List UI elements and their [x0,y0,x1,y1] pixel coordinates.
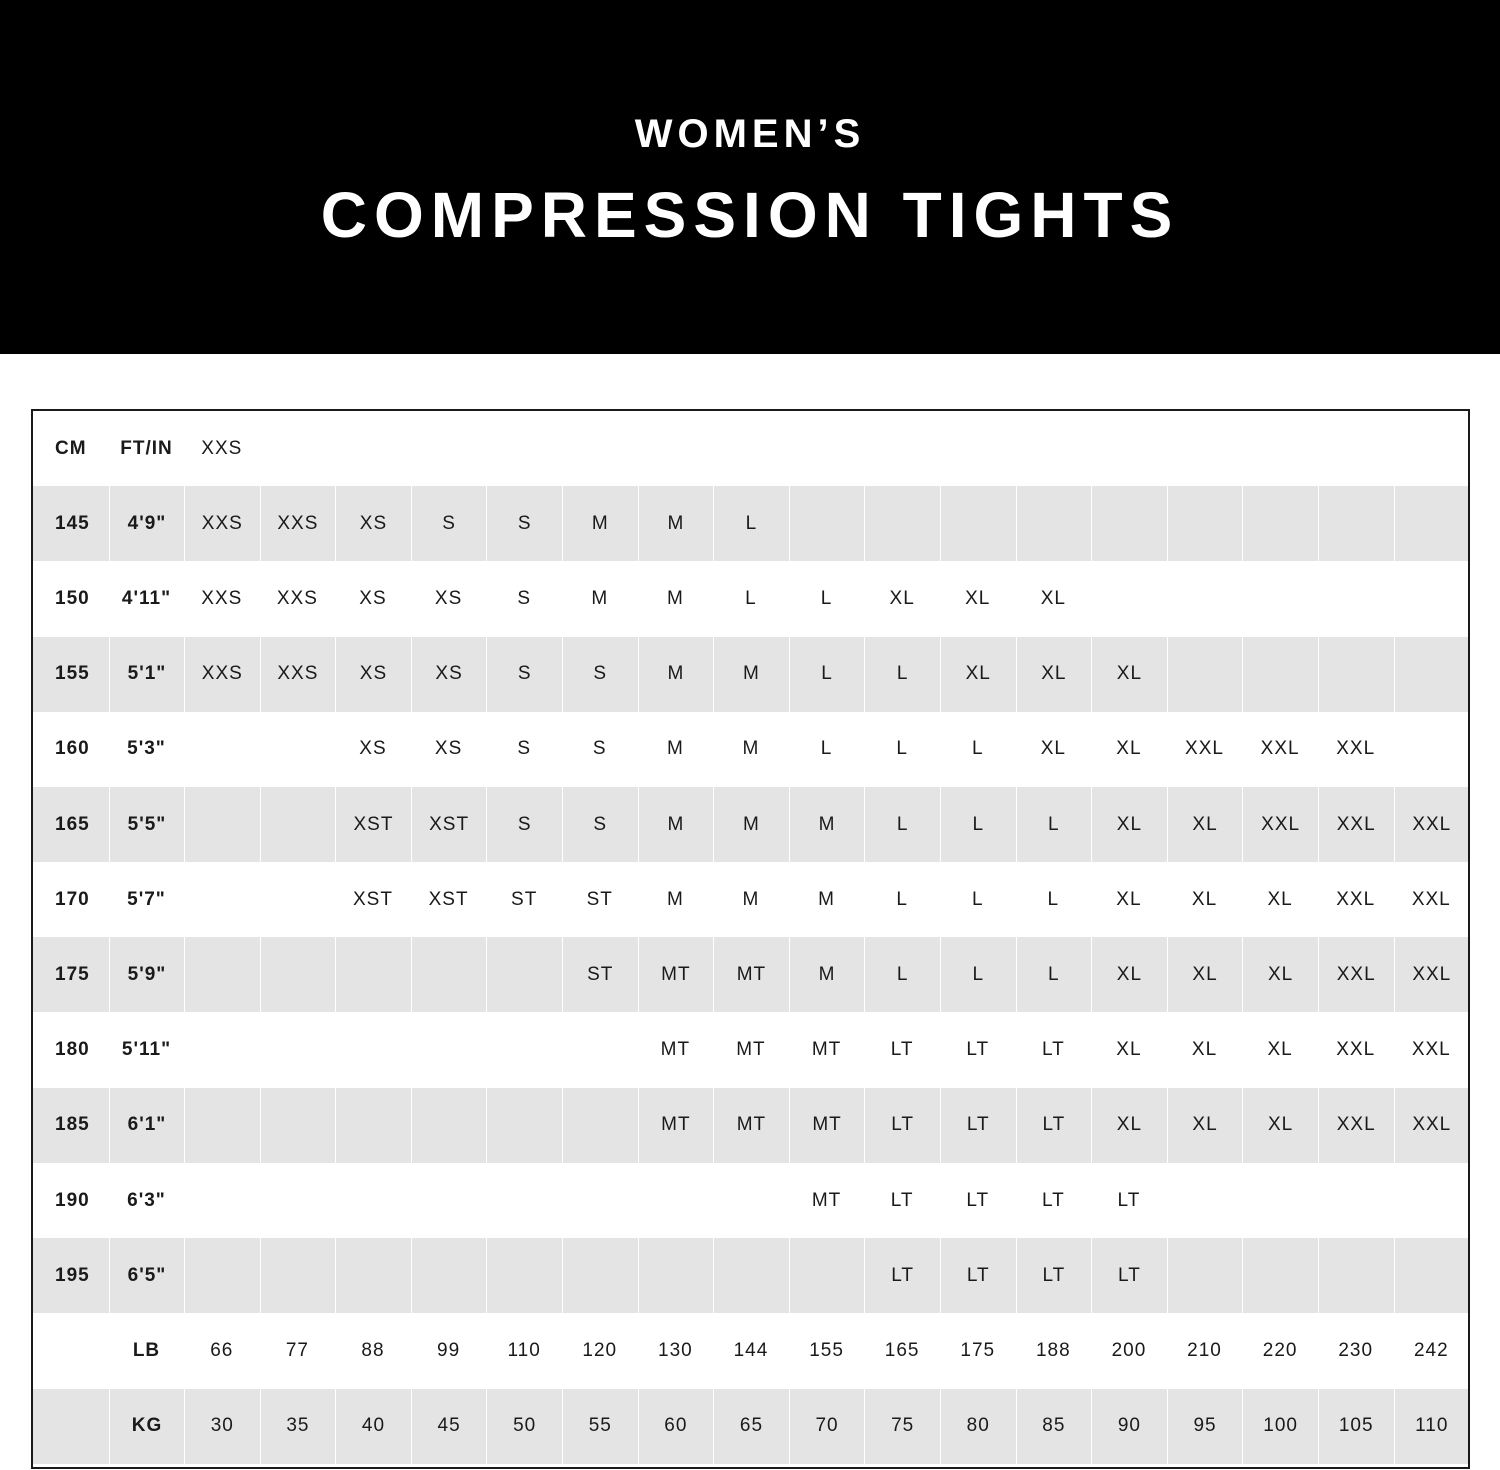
kg-value: 60 [638,1389,714,1464]
size-cell: LT [1041,1039,1065,1061]
size-cell: XL [1116,888,1142,910]
kg-value: 30 [184,1389,260,1464]
size-cell: XL [889,587,915,609]
size-cell: L [820,738,833,760]
row-ft-in: 5'11" [121,1039,172,1061]
lb-value: 77 [285,1339,309,1361]
size-cell: S [592,738,607,760]
size-cell [1318,637,1394,712]
size-cell: L [745,587,757,609]
size-cell: M [638,486,714,561]
size-cell [1242,1163,1318,1238]
size-cell [1394,712,1470,787]
header-banner [0,0,1500,354]
size-cell: XL [1167,937,1243,1012]
size-cell: MT [660,1039,691,1061]
row-ft-in: 4'11" [121,587,172,609]
size-cell: XXS [276,587,318,609]
size-cell: MT [736,1039,766,1061]
size-cell [1242,561,1318,636]
table-row [33,1013,1468,1088]
size-cell [260,862,336,937]
size-cell [789,1238,865,1313]
size-cell: XL [1040,587,1066,609]
size-cell [335,937,411,1012]
size-cell [335,1163,411,1238]
row-cm: 150 [55,587,90,609]
size-cell: M [742,738,760,760]
size-cell: XST [335,787,411,862]
size-cell: LT [1041,1189,1065,1211]
size-cell [184,1163,260,1238]
size-cell: XXL [1336,1039,1376,1061]
table-row [33,1163,1468,1238]
size-cell: L [971,888,984,910]
kg-value: 65 [713,1389,789,1464]
table-row-kg [33,1389,1468,1464]
row-ft-in: 5'1" [109,637,184,712]
row-ft-in: 6'5" [109,1238,184,1313]
size-cell: XS [434,738,463,760]
size-cell: S [486,486,562,561]
size-cell: XST [353,888,393,910]
size-cell: XXL [1318,787,1394,862]
size-cell: XXS [260,637,336,712]
lb-value: 200 [1111,1339,1147,1361]
size-cell [638,1163,714,1238]
size-cell: XXL [1318,937,1394,1012]
lb-value: 110 [507,1339,541,1361]
size-cell [184,1238,260,1313]
size-cell: M [818,888,835,910]
size-cell [1318,1163,1394,1238]
size-cell: XXL [1411,888,1451,910]
size-cell [562,1163,638,1238]
kg-value: 105 [1318,1389,1394,1464]
size-cell: XXL [1411,1039,1451,1061]
size-cell [1242,637,1318,712]
size-cell: LT [1091,1238,1167,1313]
kg-value: 55 [562,1389,638,1464]
size-cell [184,787,260,862]
row-cm: 185 [55,1114,90,1136]
size-cell: XXL [1336,738,1376,760]
size-cell: S [411,486,487,561]
size-cell [1167,637,1243,712]
size-cell: XL [965,587,991,609]
size-cell: MT [811,1189,842,1211]
size-cell: MT [713,937,789,1012]
size-cell: XXS [201,587,243,609]
size-cell: LT [940,1238,1016,1313]
size-cell: L [1047,888,1060,910]
size-cell: XL [1242,1088,1318,1163]
lb-label: LB [132,1339,161,1361]
size-cell: M [666,888,684,910]
size-cell: M [638,637,714,712]
size-cell: ST [586,888,613,910]
size-cell [260,1163,336,1238]
size-cell: XL [940,637,1016,712]
size-cell: M [742,888,760,910]
size-cell: LT [1016,1088,1092,1163]
header-cm: CM [55,437,87,459]
lb-value: 220 [1262,1339,1298,1361]
size-cell: LT [940,1088,1016,1163]
size-cell: LT [890,1039,914,1061]
size-cell: M [591,587,609,609]
lb-value: 144 [733,1339,769,1361]
size-cell: XL [1267,1039,1293,1061]
table-row [33,862,1468,937]
size-cell [1394,561,1470,636]
row-ft-in: 6'1" [109,1088,184,1163]
size-cell: L [1016,787,1092,862]
size-cell [411,1238,487,1313]
size-cell [1167,486,1243,561]
size-cell: XXS [260,486,336,561]
header-subtitle: WOMEN’S [634,112,866,156]
kg-value: 35 [260,1389,336,1464]
size-cell: L [713,486,789,561]
table-row [33,1238,1468,1313]
lb-value: 175 [960,1339,996,1361]
size-cell: L [896,738,908,760]
size-cell: S [486,787,562,862]
size-cell [486,1163,562,1238]
row-cm: 180 [55,1039,90,1061]
size-cell: XXS [184,637,260,712]
size-cell: M [789,787,865,862]
row-cm: 170 [55,888,90,910]
lb-value: 66 [210,1339,234,1361]
lb-value: 99 [437,1339,461,1361]
size-cell: L [1016,937,1092,1012]
size-cell: L [789,637,865,712]
header-title: COMPRESSION TIGHTS [320,179,1180,251]
size-cell [260,712,336,787]
size-cell: M [562,486,638,561]
row-cm: 175 [55,963,90,985]
size-cell [411,1163,487,1238]
size-cell [940,486,1016,561]
table-row [33,486,1468,561]
size-cell: L [864,787,940,862]
size-cell: L [820,587,833,609]
row-spacer [33,1313,109,1388]
table-row [33,712,1468,787]
size-cell [411,937,487,1012]
size-cell [1091,486,1167,561]
size-cell: LT [1117,1189,1141,1211]
kg-value: 100 [1242,1389,1318,1464]
size-cell: XL [1191,1039,1218,1061]
size-cell: XS [335,637,411,712]
size-cell: L [971,738,984,760]
size-cell [411,1013,487,1088]
lb-value: 242 [1413,1339,1449,1361]
row-cm: 190 [55,1189,90,1211]
size-cell [1394,637,1470,712]
size-cell: XST [411,787,487,862]
size-cell [1318,486,1394,561]
size-cell: XL [1091,937,1167,1012]
kg-value: 45 [411,1389,487,1464]
size-cell: XL [1267,888,1293,910]
size-cell: XL [1040,738,1066,760]
size-cell [411,1088,487,1163]
size-cell [486,937,562,1012]
size-cell: M [666,738,684,760]
size-cell [184,1013,260,1088]
size-cell [335,1088,411,1163]
size-cell [260,1238,336,1313]
size-cell: XXL [1318,1088,1394,1163]
size-cell: S [562,787,638,862]
row-spacer [33,1389,109,1464]
kg-value: 95 [1167,1389,1243,1464]
size-cell [184,1088,260,1163]
lb-value: 230 [1338,1339,1374,1361]
row-ft-in: 4'9" [109,486,184,561]
lb-value: 188 [1035,1339,1071,1361]
size-cell: XS [411,637,487,712]
size-cell [562,1238,638,1313]
kg-value: 40 [335,1389,411,1464]
row-cm: 195 [55,1264,90,1286]
size-cell [184,937,260,1012]
row-ft-in: 5'3" [127,738,166,760]
table-row [33,937,1468,1012]
size-cell: XL [1116,1039,1142,1061]
size-cell [1394,1163,1470,1238]
size-cell [1167,561,1243,636]
size-cell: XXL [1185,738,1224,760]
size-cell: XL [1091,637,1167,712]
size-cell [1016,486,1092,561]
size-cell: LT [864,1088,940,1163]
size-cell: XXL [1242,787,1318,862]
size-cell: XS [359,587,387,609]
size-cell [1242,486,1318,561]
size-cell [1091,561,1167,636]
row-ft-in: 5'5" [109,787,184,862]
size-cell: M [713,787,789,862]
table-row [33,787,1468,862]
kg-label: KG [109,1389,184,1464]
size-cell: XL [1016,637,1092,712]
size-cell [1167,1238,1243,1313]
header-ft-in: FT/IN [120,437,173,459]
table-row [33,1088,1468,1163]
size-cell [260,1088,336,1163]
size-cell [562,1013,638,1088]
row-cm: 165 [55,813,90,835]
size-cell: LT [966,1189,990,1211]
size-cell: MT [713,1088,789,1163]
table-row [33,561,1468,636]
size-cell: L [940,787,1016,862]
size-cell: L [864,937,940,1012]
size-cell: LT [966,1039,990,1061]
size-cell [260,787,336,862]
lb-value: 130 [658,1339,693,1361]
size-cell: XXL [1260,738,1300,760]
size-cell: XL [1167,1088,1243,1163]
size-cell [1318,1238,1394,1313]
size-cell [1394,486,1470,561]
size-cell: XXL [1394,1088,1470,1163]
size-cell: LT [1016,1238,1092,1313]
size-cell: XXL [1336,888,1376,910]
size-cell: LT [864,1238,940,1313]
size-cell: XXL [1394,937,1470,1012]
size-cell: XS [434,587,463,609]
size-cell: M [789,937,865,1012]
row-cm: 155 [55,663,90,685]
row-ft-in: 5'9" [109,937,184,1012]
row-cm: 145 [55,512,90,534]
kg-value: 70 [789,1389,865,1464]
lb-value: 120 [582,1339,618,1361]
size-cell [486,1013,562,1088]
row-cm: 160 [55,738,90,760]
size-cell: ST [511,888,538,910]
kg-value: 85 [1016,1389,1092,1464]
size-cell [1242,1238,1318,1313]
size-cell: MT [638,937,714,1012]
kg-value: 50 [486,1389,562,1464]
lb-value: 155 [809,1339,844,1361]
size-cell [1167,1163,1243,1238]
table-row-lb [33,1313,1468,1388]
table-header-row [33,411,1468,486]
size-cell [713,1238,789,1313]
lb-value: 88 [361,1339,385,1361]
size-cell [789,486,865,561]
row-ft-in: 6'3" [127,1189,166,1211]
size-cell: S [486,637,562,712]
size-cell: M [666,587,684,609]
size-cell: ST [562,937,638,1012]
size-cell: XS [335,486,411,561]
size-cell: MT [789,1088,865,1163]
size-cell [335,1238,411,1313]
size-cell: XL [1167,787,1243,862]
size-cell [638,1238,714,1313]
size-cell: XL [1242,937,1318,1012]
size-cell: M [713,637,789,712]
size-cell: MT [811,1039,842,1061]
size-cell [260,1013,336,1088]
lb-value: 165 [884,1339,920,1361]
size-cell: L [896,888,908,910]
size-cell: XS [359,738,387,760]
size-cell: XL [1191,888,1218,910]
kg-value: 90 [1091,1389,1167,1464]
size-cell [486,1088,562,1163]
lb-value: 210 [1187,1339,1222,1361]
size-cell: XL [1091,787,1167,862]
size-chart-table [31,409,1470,1469]
size-cell [335,1013,411,1088]
size-cell [486,1238,562,1313]
kg-value: 80 [940,1389,1016,1464]
size-cell [184,862,260,937]
table-row [33,637,1468,712]
size-cell: MT [638,1088,714,1163]
size-cell: XL [1116,738,1142,760]
row-ft-in: 5'7" [127,888,166,910]
size-cell: S [517,587,532,609]
size-cell [713,1163,789,1238]
size-cell [260,937,336,1012]
header-size: XXS [201,437,243,459]
size-cell: M [638,787,714,862]
size-cell: L [864,637,940,712]
size-cell [864,486,940,561]
size-cell: XST [428,888,469,910]
size-cell: XXL [1394,787,1470,862]
size-cell: S [517,738,532,760]
size-cell [562,1088,638,1163]
size-cell [184,712,260,787]
kg-value: 75 [864,1389,940,1464]
size-cell: LT [890,1189,914,1211]
size-cell: XL [1091,1088,1167,1163]
kg-value: 110 [1394,1389,1470,1464]
size-cell: S [562,637,638,712]
size-cell: XXS [184,486,260,561]
size-cell [1394,1238,1470,1313]
size-cell: L [940,937,1016,1012]
size-cell [1318,561,1394,636]
